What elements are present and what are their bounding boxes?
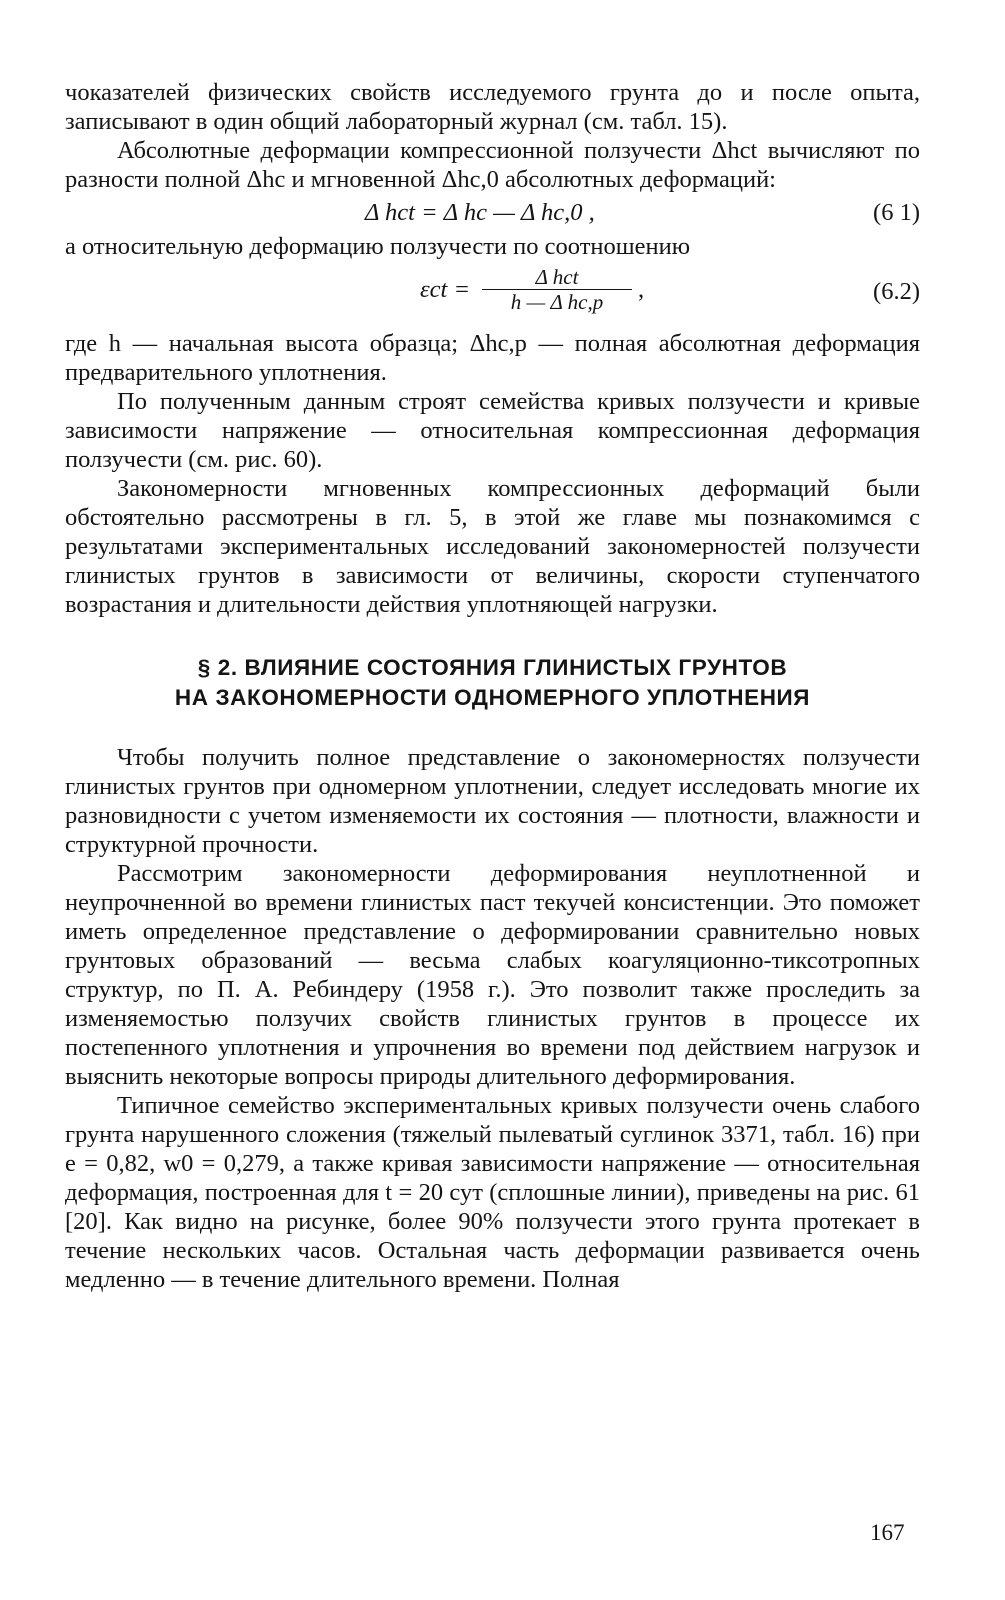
section-heading-line-2: НА ЗАКОНОМЕРНОСТИ ОДНОМЕРНОГО УПЛОТНЕНИЯ <box>174 685 811 710</box>
paragraph-4: где h — начальная высота образца; Δhc,p — полная абсолютная деформация предварительного уплотнения. <box>65 330 920 386</box>
formula-6-1 <box>65 196 920 230</box>
formula-6-2-numerator: Δ hct <box>535 265 579 289</box>
formula-6-2-denominator: h — Δ hc,p <box>510 290 604 314</box>
paragraph-6: Закономерности мгновенных компрессионных деформаций были обстоятельно рассмотрены в гл. 5, в этой же главе мы познакомимся с результатами экспериментальных исследований закономерностей ползучести глинистых грунтов в зависимости от величины, скорости ступенчатого возрастания и длительности действия уплотняющей нагрузки. <box>65 475 920 618</box>
formula-6-2-trailing: , <box>638 276 645 303</box>
formula-6-2-lhs: εct = <box>420 276 470 303</box>
section-heading <box>65 653 920 713</box>
paragraph-2: Абсолютные деформации компрессионной ползучести Δhct вычисляют по разности полной Δhc и мгновенной Δhc,0 абсолютных деформаций: <box>65 137 920 193</box>
formula-6-1-number: (6 1) <box>873 199 920 226</box>
paragraph-8: Рассмотрим закономерности деформирования неуплотненной и неупрочненной во времени глинистых паст текучей консистенции. Это поможет иметь определенное представление о деформировании сравнительно новых грунтовых образований — весьма слабых коагуляционно-тиксотропных структур, по П. А. Ребиндеру (1958 г.). Это позволит также проследить за изменяемостью ползучих свойств глинистых грунтов в процессе их постепенного уплотнения и упрочнения во времени под действием нагрузок и выяснить некоторые вопросы природы длительного деформирования. <box>65 860 920 1090</box>
formula-6-2-fraction <box>482 265 632 314</box>
paragraph-3: а относительную деформацию ползучести по соотношению <box>65 233 691 260</box>
formula-6-2-expression <box>420 265 644 314</box>
page-body <box>65 78 920 1294</box>
formula-6-1-expression: Δ hct = Δ hc — Δ hc,0 , <box>365 199 595 226</box>
paragraph-7: Чтобы получить полное представление о закономерностях ползучести глинистых грунтов при одномерном уплотнении, следует исследовать многие их разновидности с учетом изменяемости их состояния — плотности, влажности и структурной прочности. <box>65 744 920 858</box>
paragraph-5: По полученным данным строят семейства кривых ползучести и кривые зависимости напряжение — относительная компрессионная деформация ползучести (см. рис. 60). <box>65 388 920 473</box>
paragraph-1: чоказателей физических свойств исследуемого грунта до и после опыта, записывают в один общий лабораторный журнал (см. табл. 15). <box>65 79 920 135</box>
paragraph-9: Типичное семейство экспериментальных кривых ползучести очень слабого грунта нарушенного сложения (тяжелый пылеватый суглинок 3371, табл. 16) при e = 0,82, w0 = 0,279, а также кривая зависимости напряжение — относительная деформация, построенная для t = 20 сут (сплошные линии), приведены на рис. 61 [20]. Как видно на рисунке, более 90% ползучести этого грунта протекает в течение нескольких часов. Остальная часть деформации развивается очень медленно — в течение длительного времени. Полная <box>65 1092 920 1293</box>
formula-6-2 <box>65 261 920 323</box>
formula-6-2-number: (6.2) <box>873 278 920 305</box>
page-number: 167 <box>870 1520 905 1545</box>
section-heading-line-1: § 2. ВЛИЯНИЕ СОСТОЯНИЯ ГЛИНИСТЫХ ГРУНТОВ <box>197 655 788 680</box>
